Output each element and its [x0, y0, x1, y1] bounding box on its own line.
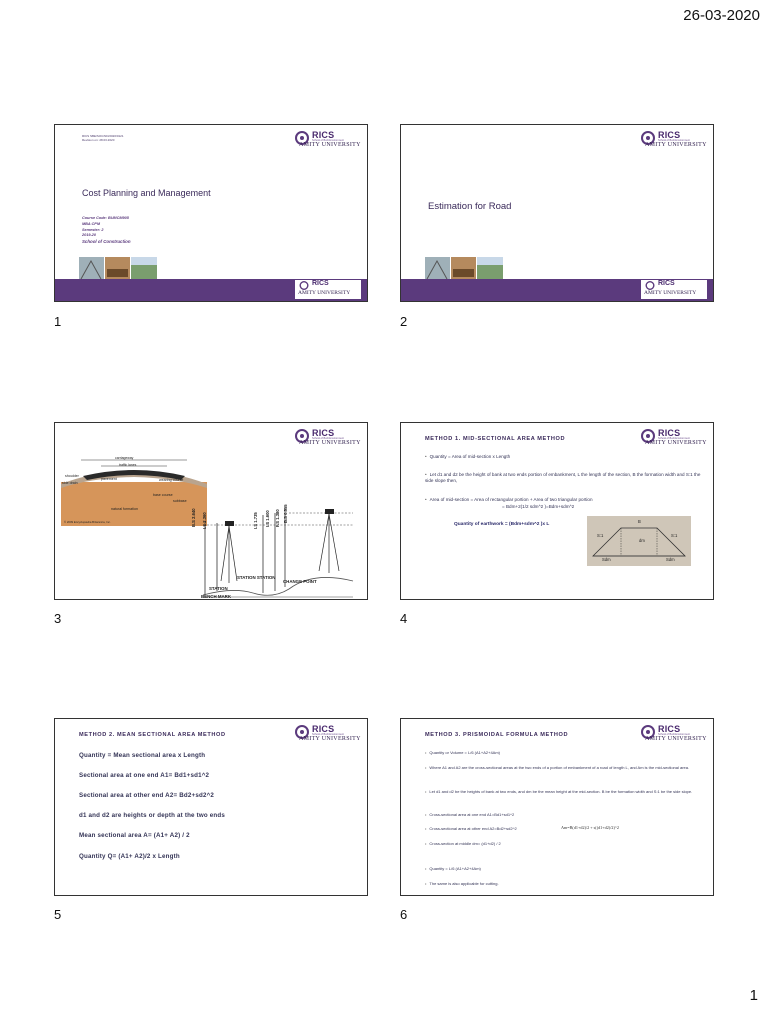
print-date: 26-03-2020	[683, 7, 760, 24]
amity-wordmark: AMITY UNIVERSITY	[299, 440, 361, 446]
label-wearing-course: wearing course	[159, 478, 184, 482]
school: School of Construction	[82, 239, 131, 245]
bullet-4: • Cross-sectional area at one end A1=Bd1+sd1^2	[425, 812, 515, 817]
inline-formula: Am=B(d1+d2)/2 + s((d1+d2)/2)^2	[561, 825, 619, 830]
rics-wordmark: RICS	[312, 280, 329, 287]
footer-photo-strip	[425, 257, 503, 279]
slide-number-1: 1	[54, 314, 62, 329]
rics-wordmark: RICS	[658, 428, 681, 438]
label-traffic-lanes: traffic lanes	[119, 463, 137, 467]
line-6: Quantity Q= (A1+ A2)/2 x Length	[79, 853, 180, 860]
bullet-5: • Cross-sectional area at other end A2=Bd2+sd2^2	[425, 826, 517, 831]
rics-crest-icon	[645, 281, 655, 290]
amity-rics-logo	[641, 723, 707, 745]
slide-number-5: 5	[54, 907, 62, 922]
rics-wordmark: RICS	[312, 724, 335, 734]
slide-1-meta	[82, 216, 131, 245]
slide-6-title: METHOD 3. PRISMOIDAL FORMULA METHOD	[425, 732, 569, 738]
footer-logo	[295, 280, 361, 299]
slide-number-4: 4	[400, 611, 408, 626]
rics-subtitle: School of Built Environment	[312, 139, 344, 142]
bullet-2: • Where A1 and A2 are the cross-sectional areas at the two ends of a portion of embankment of a road of length L, and Am is the mid-sectional area.	[425, 765, 690, 770]
bullet-1: • Quantity = Area of mid-section x Length	[425, 454, 511, 459]
page-number: 1	[749, 987, 758, 1004]
reading-fs: F.S 1.380	[275, 509, 280, 527]
label-carriageway: carriageway	[115, 456, 134, 460]
slide-4[interactable]	[400, 422, 714, 600]
figure-label-s1-right: S:1	[671, 533, 678, 538]
slide-1-header-line-1: RICS SBE/SOC/ND/2020/0121	[82, 134, 124, 138]
line-4: d1 and d2 are heights or depth at the two ends	[79, 812, 226, 819]
slide-1-title: Cost Planning and Management	[82, 188, 211, 198]
reading-is-2: I.S 1.735	[253, 512, 258, 529]
amity-wordmark: AMITY UNIVERSITY	[298, 290, 351, 296]
reading-is-3: I.S 1.600	[265, 510, 270, 527]
rics-wordmark: RICS	[658, 280, 675, 287]
amity-wordmark: AMITY UNIVERSITY	[299, 736, 361, 742]
bullet-3: • Let d1 and d2 be the heights of bank at two ends, and dm be the mean height at the mid-section. B be the formation width and S:1 be the side slope.	[425, 789, 693, 794]
rics-subtitle: School of Built Environment	[658, 139, 690, 142]
program: MBA CPM	[82, 221, 100, 226]
slide-4-title: METHOD 1. MID-SECTIONAL AREA METHOD	[425, 436, 566, 442]
footer-photo-strip	[79, 257, 157, 279]
slide-1-header-line-2: Revision on: 28.03.2020	[82, 138, 115, 142]
slide-2[interactable]	[400, 124, 714, 302]
amity-wordmark: AMITY UNIVERSITY	[645, 736, 707, 742]
line-3: Sectional area at other end A2= Bd2+sd2^2	[79, 792, 215, 799]
line-1: Quantity = Mean sectional area x Length	[79, 752, 206, 759]
rics-wordmark: RICS	[312, 428, 335, 438]
label-subbase: subbase	[173, 499, 187, 503]
reading-bs-1: B.S 2.640	[191, 508, 196, 527]
figure-label-dm: dm	[639, 538, 645, 543]
label-shoulder: shoulder	[65, 474, 79, 478]
amity-rics-logo	[295, 723, 361, 745]
amity-wordmark: AMITY UNIVERSITY	[645, 142, 707, 148]
figure-label-b: B	[638, 519, 641, 524]
label-base-course: base course	[153, 493, 173, 497]
bullet-8: • The same is also applicable for cutting.	[425, 881, 499, 886]
label-bench-mark: BENCH MARK	[201, 594, 232, 599]
bullet-3: • Area of mid-section = Area of rectangular portion + Area of two triangular portion	[425, 497, 593, 502]
slide-5-title: METHOD 2. MEAN SECTIONAL AREA METHOD	[79, 732, 226, 738]
rics-subtitle: School of Built Environment	[312, 437, 344, 440]
amity-rics-logo	[295, 129, 361, 151]
label-change-point: CHANGE POINT	[283, 579, 317, 584]
course-code: Course Code: BUMCM905	[82, 216, 129, 220]
slide-number-3: 3	[54, 611, 62, 626]
bullet-7: • Quantity = L/6 (A1+A2+4Am)	[425, 866, 481, 871]
slide-1[interactable]	[54, 124, 368, 302]
label-side-drain: side drain	[62, 481, 78, 485]
label-station-station: STATION STATION	[237, 575, 276, 580]
figure-label-sdm-left: Sdm	[602, 557, 611, 562]
label-natural-formation: natural formation	[111, 507, 138, 511]
bullet-6: • Cross-section at middle dm= (d1+d2) / 2	[425, 841, 501, 846]
slide-number-2: 2	[400, 314, 408, 329]
bullet-1: • Quantity or Volume = L/6 (A1+A2+4Am)	[425, 750, 500, 755]
rics-subtitle: School of Built Environment	[312, 733, 344, 736]
amity-rics-logo	[295, 427, 361, 449]
label-pavement: pavement	[101, 477, 117, 481]
rics-wordmark: RICS	[658, 130, 681, 140]
amity-rics-logo	[641, 129, 707, 151]
amity-wordmark: AMITY UNIVERSITY	[644, 290, 697, 296]
slide-number-6: 6	[400, 907, 408, 922]
slide-3[interactable]	[54, 422, 368, 600]
bullet-3-continuation: = Bdm+2(1/2 sdm^2 )=Bdm+sdm^2	[502, 504, 575, 509]
amity-wordmark: AMITY UNIVERSITY	[299, 142, 361, 148]
session: 2019-20	[82, 233, 96, 238]
slide-6[interactable]	[400, 718, 714, 896]
figure-label-sdm-right: Sdm	[666, 557, 675, 562]
reading-is-1: I.S 2.360	[202, 512, 207, 529]
amity-wordmark: AMITY UNIVERSITY	[645, 440, 707, 446]
line-2: Sectional area at one end A1= Bd1+sd1^2	[79, 772, 210, 779]
rics-wordmark: RICS	[658, 724, 681, 734]
slide-5[interactable]	[54, 718, 368, 896]
amity-rics-logo	[641, 427, 707, 449]
semester: Semester: 2	[82, 227, 104, 232]
rics-subtitle: School of Built Environment	[658, 437, 690, 440]
rics-crest-icon	[299, 281, 309, 290]
rics-subtitle: School of Built Environment	[658, 733, 690, 736]
label-station: STATION	[209, 586, 228, 591]
footer-logo	[641, 280, 707, 299]
figure-credit: © 2009 Encyclopædia Britannica, Inc.	[64, 520, 111, 524]
earthwork-formula: Quantity of earthwork = (Bdm+sdm^2 )x L	[454, 522, 550, 527]
rics-wordmark: RICS	[312, 130, 335, 140]
figure-label-s1-left: S:1	[597, 533, 604, 538]
reading-bs-2: B.S 0.555	[283, 504, 288, 523]
line-5: Mean sectional area A= (A1+ A2) / 2	[79, 832, 190, 839]
bullet-2: • Let d1 and d2 be the height of bank at two ends portion of embankment, L the length of the section, B the formation width and S:1 the side slope then,	[425, 472, 701, 484]
slide-2-title: Estimation for Road	[428, 201, 512, 212]
